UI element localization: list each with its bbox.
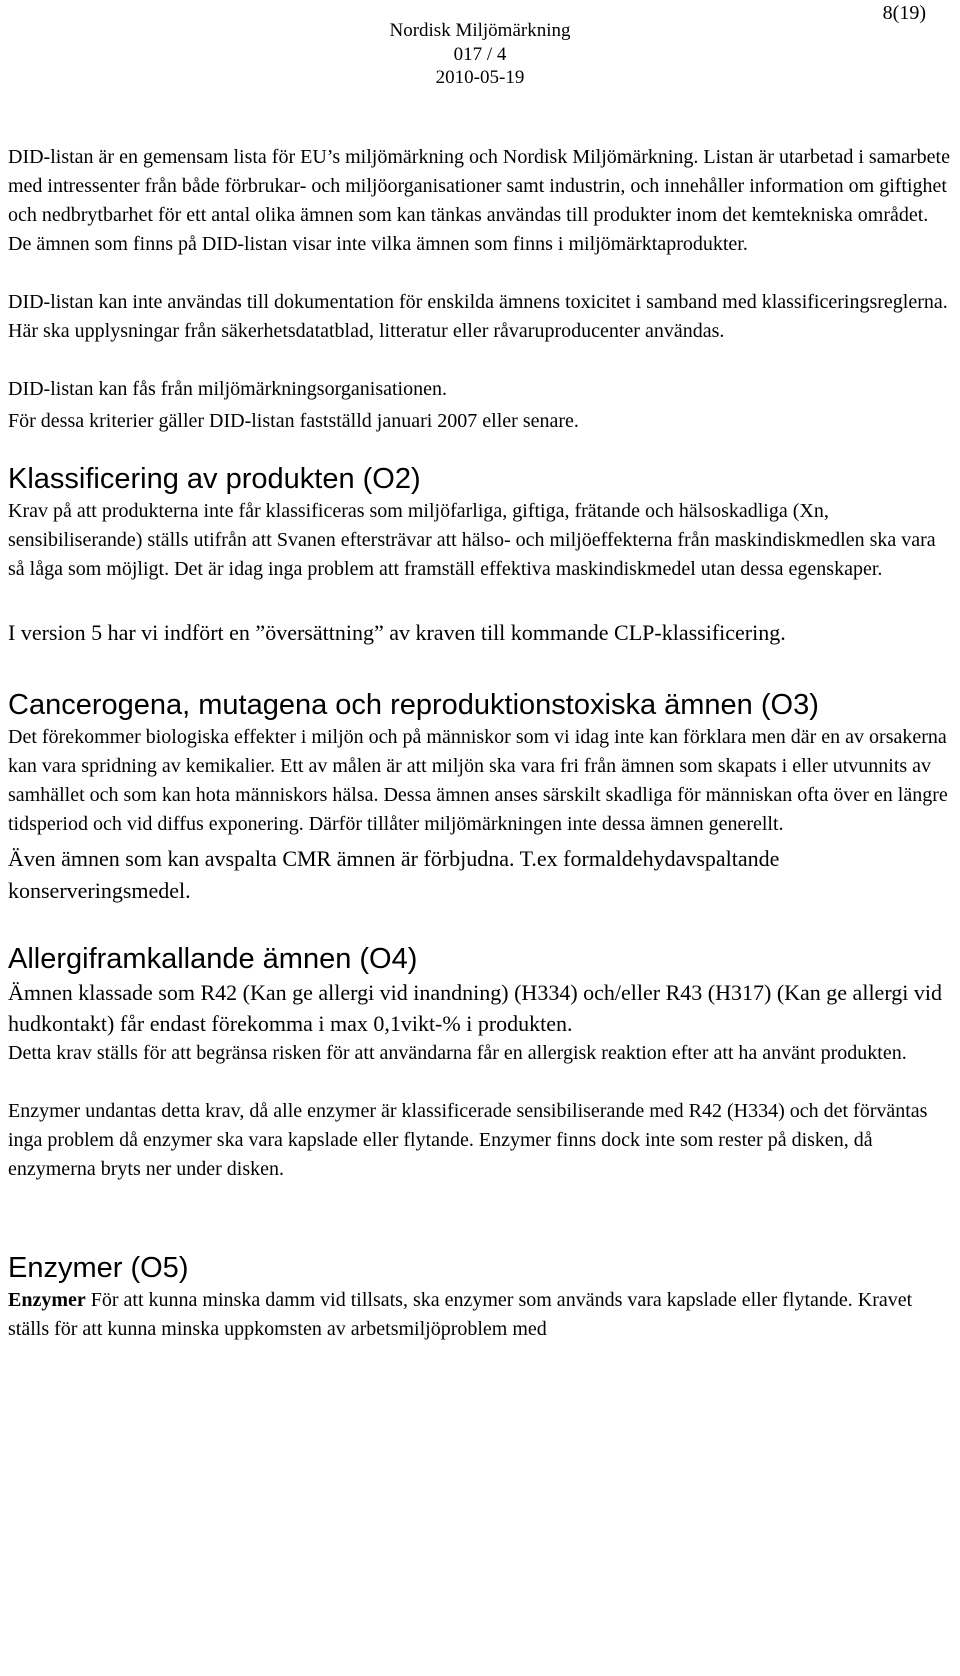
header-organization: Nordisk Miljömärkning	[389, 20, 571, 41]
o5-requirement-paragraph	[8, 1286, 954, 1344]
o4-heading: Allergiframkallande ämnen (O4)	[8, 943, 418, 975]
o4-reason-paragraph: Detta krav ställs för att begränsa risken för att användarna får en allergisk reaktion efter att ha använt produkten.	[8, 1042, 907, 1064]
header-date: 2010-05-19	[435, 67, 525, 88]
o5-requirement-text: För att kunna minska damm vid tillsats, ska enzymer som används vara kapslade eller flytande. Kravet ställs för att kunna minska uppkomsten av arbetsmiljöproblem med	[8, 1289, 913, 1340]
o3-cmr-paragraph: Även ämnen som kan avspalta CMR ämnen är förbjudna. T.ex formaldehydavspaltande konserveringsmedel.	[8, 846, 780, 903]
o2-heading: Klassificering av produkten (O2)	[8, 463, 421, 495]
did-list-usage-paragraph: DID-listan kan inte användas till dokumentation för enskilda ämnens toxicitet i samband med klassificeringsreglerna. Här ska upplysningar från säkerhetsdatatblad, litteratur eller råvaruproducenter användas.	[8, 291, 948, 342]
o2-requirement-paragraph: Krav på att produkterna inte får klassificeras som miljöfarliga, giftiga, frätande och hälsoskadliga (Xn, sensibiliserande) ställs utifrån att Svanen eftersträvar att hälso- och miljöeffekterna från maskindiskmedlen ska vara så låga som möjligt. Det är idag inga problem att framställ effektiva maskindiskmedel utan dessa egenskaper.	[8, 500, 936, 580]
did-list-availability-paragraph: DID-listan kan fås från miljömärkningsorganisationen.	[8, 378, 447, 400]
o4-enzyme-exception-paragraph: Enzymer undantas detta krav, då alle enzymer är klassificerade sensibiliserande med R42 (H334) och det förväntas inga problem då enzymer ska vara kapslade eller flytande. Enzymer finns dock inte som rester på disken, då enzymerna bryts ner under disken.	[8, 1100, 928, 1180]
did-list-intro-paragraph: DID-listan är en gemensam lista för EU’s miljömärkning och Nordisk Miljömärkning. Listan är utarbetad i samarbete med intressenter från både förbrukar- och miljöorganisationer samt industrin, och innehåller information om giftighet och nedbrytbarhet för ett antal olika ämnen som kan tänkas användas till produkter inom det kemtekniska området. De ämnen som finns på DID-listan visar inte vilka ämnen som finns i miljömärktaprodukter.	[8, 146, 950, 255]
o3-effects-paragraph: Det förekommer biologiska effekter i miljön och på människor som vi idag inte kan förklara men där en av orsakerna kan vara spridning av kemikalier. Ett av målen är att miljön ska vara fri från ämnen som skapats i eller utvunnits av samhället och som kan hota människors hälsa. Dessa ämnen anses särskilt skadliga för människan ofta över en längre tidsperiod och vid diffus exponering. Därför tillåter miljömärkningen inte dessa ämnen generellt.	[8, 726, 948, 835]
o2-clp-paragraph: I version 5 har vi indfört en ”översättning” av kraven till kommande CLP-klassificering.	[8, 620, 786, 645]
o5-heading: Enzymer (O5)	[8, 1252, 189, 1284]
page-number: 8(19)	[882, 2, 926, 24]
document-body	[8, 143, 954, 1344]
did-list-version-paragraph: För dessa kriterier gäller DID-listan fastställd januari 2007 eller senare.	[8, 410, 579, 432]
o4-limit-paragraph: Ämnen klassade som R42 (Kan ge allergi vid inandning) (H334) och/eller R43 (H317) (Kan ge allergi vid hudkontakt) får endast förekomma i max 0,1vikt-% i produkten.	[8, 980, 942, 1036]
o5-bold-lead: Enzymer	[8, 1289, 86, 1311]
o3-heading: Cancerogena, mutagena och reproduktionstoxiska ämnen (O3)	[8, 689, 819, 721]
header-document-id: 017 / 4	[453, 44, 507, 65]
